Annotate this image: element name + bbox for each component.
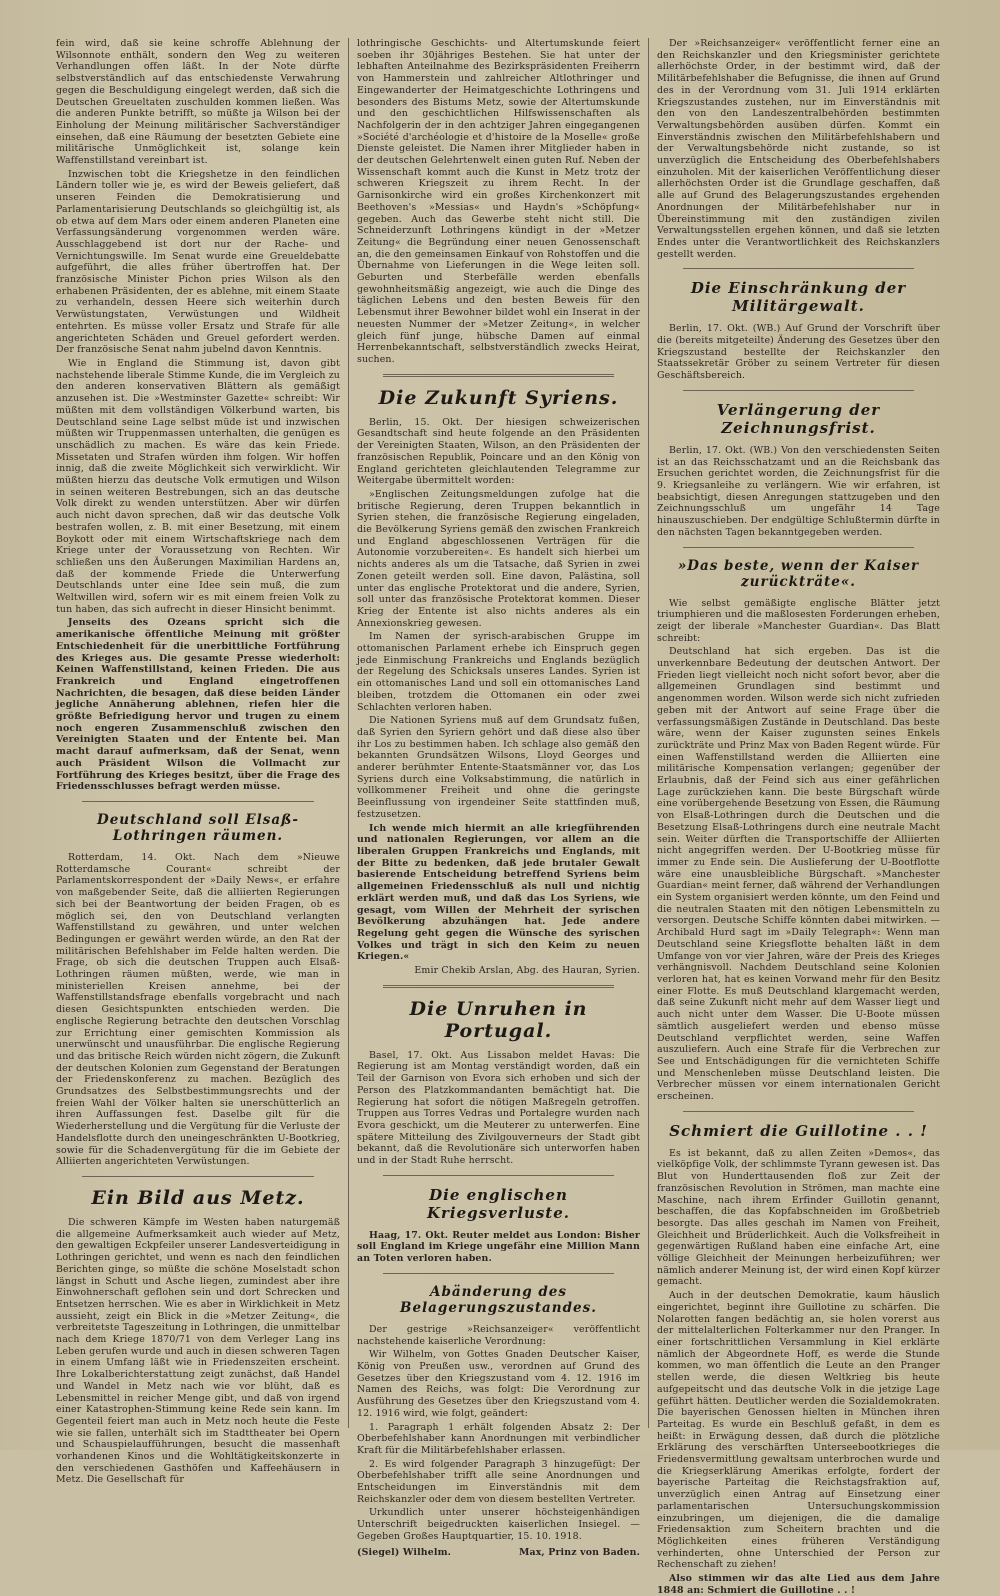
paragraph: Es ist bekannt, daß zu allen Zeiten »Demos«, das vielköpfige Volk, der schlimmste Tyrann gewesen ist. Das Blut von Hunderttausenden floß zur Zeit der französischen Revolution in Strömen, man machte eine Maschine, nach ihrem Erfinder Guillotin genannt, beschaffen, die das Kopfabschneiden im Großbetrieb besorgte. Das alles geschah im Namen von Freiheit, Gleichheit und Brüderlichkeit. Auch die Volksfreiheit in gegenwärtigen Rußland haben eine einfache Art, eine völlige Gleichheit der Meinungen herbeizuführen; wer nämlich anderer Meinung ist, der wird einen Kopf kürzer gemacht. bbox=[657, 1147, 940, 1288]
divider bbox=[383, 985, 614, 988]
paragraph: Also stimmen wir das alte Lied aus dem Jahre 1848 an: Schmiert die Guillotine . . ! bbox=[657, 1573, 940, 1596]
divider bbox=[683, 1111, 914, 1112]
article-headline: Ein Bild aus Metz. bbox=[91, 1186, 305, 1209]
paragraph: Die Nationen Syriens muß auf dem Grundsatz fußen, daß Syrien den Syriern gehört und daß diese also über ihr Los zu bestimmen haben. Ich schlage also gemäß den bekannten Grundsätzen Wilsons, Lloyd Georges und anderer berühmter Entente-Staatsmänner vor, das Los Syriens durch eine Volksabstimmung, die natürlich in vollkommener Freiheit und ohne die geringste Beeinflussung von irgendeiner Seite stattfinden muß, festzusetzen. bbox=[357, 715, 640, 820]
paragraph: Jenseits des Ozeans spricht sich die amerikanische öffentliche Meinung mit größter Entschiedenheit für die unerbittliche Fortführung des Krieges aus. Die gesamte Presse wiederholt: Keinen Waffenstillstand, keinen Frieden. Die aus Frankreich und England eingetroffenen Nachrichten, die besagen, daß diese beiden Länder jegliche Annäherung ablehnen, riefen hier die größte Befriedigung hervor und trugen zu einem noch engeren Zusammenschluß zwischen den Vereinigten Staaten und der Entente bei. Man macht darauf aufmerksam, daß der Senat, wenn auch Präsident Wilson die Vollmacht zur Fortführung des Krieges besitzt, über die Frage des Friedensschlusses befragt werden müsse. bbox=[56, 617, 340, 793]
paragraph: »Englischen Zeitungsmeldungen zufolge hat die britische Regierung, deren Truppen bekanntlich in Syrien stehen, die französische Regierung eingeladen, die Bevölkerung Syriens gemäß den zwischen Frankreich und England abgeschlossenen Verträgen für die Autonomie vorzubereiten«. Es handelt sich hierbei um nichts anderes als um die Tatsache, daß Syrien in zwei Zonen geteilt werden soll. Eine davon, Palästina, soll unter das englische Protektorat und die andere, Syrien, soll unter das französische Protektorat kommen. Dieser Krieg der Entente ist also nichts anderes als ein Annexionskrieg gewesen. bbox=[357, 488, 640, 629]
paragraph: Berlin, 17. Okt. (WB.) Auf Grund der Vorschrift über die (bereits mitgeteilte) Änderung des Gesetzes über den Kriegszustand bestellte der Reichskanzler den Staatssekretär Gröber zu seinem Vertreter für diesen Geschäftsbereich. bbox=[657, 323, 940, 382]
paragraph: Berlin, 15. Okt. Der hiesigen schweizerischen Gesandtschaft sind heute folgende an den Präsidenten der Vereinigten Staaten, Wilson, an den Präsidenten der französischen Republik, Poincare und an den König von England gerichteten gleichlautenden Telegramme zur Weitergabe übermittelt worden: bbox=[357, 416, 640, 487]
paragraph: Inzwischen tobt die Kriegshetze in den feindlichen Ländern toller wie je, es wird der Beweis geliefert, daß unseren Feinden die Demokratisierung und Parlamentarisierung Deutschlands so gleichgültig ist, als ob etwa auf dem Mars oder einem anderen Planeten eine Verfassungsänderung vorgenommen werden wäre. Ausschlaggebend ist dort nur der Rache- und Vernichtungswille. Im Senat wurde eine Greueldebatte aufgeführt, die alles früher übertroffen hat. Der französische Minister Pichon pries Wilson als den erhabenen Präsidenten, der es ablehne, mit einem Staate zu verhandeln, dessen Heere sich weiterhin durch Verwüstungstaten, Verwüstungen und Wildheit entehrten. Es müsse voller Ersatz und Strafe für alle angerichteten Schäden und Greuel gefordert werden. Der französische Senat nahm jubelnd davon Kenntnis. bbox=[56, 168, 340, 356]
paragraph: Der gestrige »Reichsanzeiger« veröffentlicht nachstehende kaiserliche Verordnung: bbox=[357, 1323, 640, 1347]
article-headline: Abänderung des Belagerungszustandes. bbox=[400, 1283, 597, 1316]
paragraph: Die schweren Kämpfe im Westen haben naturgemäß die allgemeine Aufmerksamkeit auch wieder auf Metz, den gewaltigen Eckpfeiler unserer Landesverteidigung in Lothringen gerichtet, und wenn es nach den feindlichen Berichten ginge, so müßte die schöne Moselstadt schon längst in Schutt und Asche liegen, zumindest aber ihre Einwohnerschaft geflohen sein und dort Schrecken und Entsetzen herrschen. Wie es aber in Wirklichkeit in Metz aussieht, zeigt ein Blick in die »Metzer Zeitung«, die verbreitetste Tageszeitung in Lothringen, die unmittelbar nach dem Kriege 1870/71 von dem Verleger Lang ins Leben gerufen wurde und auch in diesen schweren Tagen in einem Umfang läßt wie in Friedenszeiten erscheint. Ihre Lokalberichterstattung zeigt zunächst, daß Handel und Wandel in Metz nach wie vor blüht, daß es Lebensmittel in reicher Menge gibt, und daß von irgend einer Katastrophen-Stimmung keine Rede sein kann. Im Gegenteil feiert man auch in Metz noch heute die Feste wie sie fallen, unterhält sich im Stadttheater bei Opern und Schauspielaufführungen, besucht die massenhaft vorhandenen Kinos und die Wohltätigkeitskonzerte in den verschiedenen Gasthöfen und Kaffeehäusern in Metz. Die Gesellschaft für bbox=[56, 1216, 340, 1486]
divider bbox=[683, 268, 914, 269]
paragraph: 1. Paragraph 1 erhält folgenden Absatz 2: Der Oberbefehlshaber kann Anordnungen mit verbindlicher Kraft für die Militärbefehlshaber erlassen. bbox=[357, 1421, 640, 1456]
column-2 bbox=[348, 38, 648, 1558]
column-3 bbox=[648, 38, 948, 1596]
article-headline: Verlängerung der Zeichnungsfrist. bbox=[716, 400, 881, 437]
paragraph: fein wird, daß sie keine schroffe Ablehnung der Wilsonnote enthält, sondern den Weg zu weiteren Verhandlungen offen läßt. In der Note dürfte selbstverständlich auf das entschiedenste Verwahrung gegen die Beschuldigung eingelegt werden, daß sich die Deutschen Greueltaten zuschulden kommen ließen. Was die anderen Punkte betrifft, so müßte ja Wilson bei der Einholung der Meinung militärischer Sachverständiger einsehen, daß eine Räumung der besetzten Gebiete eine militärische Unmöglichkeit ist, solange kein Waffenstillstand vereinbart ist. bbox=[56, 38, 340, 167]
divider bbox=[82, 1176, 314, 1177]
paragraph: Rotterdam, 14. Okt. Nach dem »Nieuwe Rotterdamsche Courant« schreibt der Parlamentskorrespondent der »Daily News«, er erfahre von maßgebender Seite, daß die alliierten Regierungen sich bei der Beantwortung der beiden Fragen, ob es möglich sei, den von Deutschland verlangten Waffenstillstand zu gewähren, und unter welchen Bedingungen er gewährt werden würde, an den Rat der militärischen Befehlshaber im Felde halten werden. Die Frage, ob sich die deutschen Truppen auch Elsaß-Lothringen räumen müßten, werde, wie man in ministeriellen Kreisen annehme, bei der Waffenstillstandsfrage ebenfalls vorgebracht und nach diesen Gesichtspunkten entschieden werden. Die englische Regierung betrachte den deutschen Vorschlag zur Errichtung einer gemischten Kommission als unerwünscht und unausführbar. Die englische Regierung und das britische Reich würden nicht zögern, die Zukunft der deutschen Kolonien zum Gegenstand der Beratungen der Friedenskonferenz zu machen. Bezüglich des Grundsatzes des Selbstbestimmungsrechts und der freien Wahl der Völker halten sie unerschütterlich an ihren Auffassungen fest. Daselbe gilt für die Wiederherstellung und die Vergütung für die Verluste der Handelsflotte durch den uneingeschränkten U-Bootkrieg, sowie für die Schadenvergütung für die im Gebiete der Alliierten angerichteten Verwüstungen. bbox=[56, 852, 340, 1168]
divider bbox=[383, 1273, 614, 1274]
paragraph: Haag, 17. Okt. Reuter meldet aus London: Bisher soll England im Kriege ungefähr eine Million Mann an Toten verloren haben. bbox=[357, 1229, 640, 1265]
divider bbox=[383, 374, 614, 377]
signature-line bbox=[357, 1547, 640, 1559]
divider bbox=[82, 801, 314, 802]
paragraph: Wie in England die Stimmung ist, davon gibt nachstehende liberale Stimme Kunde, die im Vergleich zu den anderen konservativen Blättern als gemäßigt anzusehen ist. Die »Westminster Gazette« schreibt: Wir müßten mit dem vollständigen Völkerbund warten, bis Deutschland seine Lage selbst müde ist und inzwischen müßten wir Truppenmassen unterhalten, die genügen es unschädlich zu machen. Es wäre das kein Friede. Missetaten und Strafen würden ihm folgen. Wir hoffen innig, daß die zweite Möglichkeit sich verwirklicht. Wir müßten hierzu das deutsche Volk ermutigen und Wilson in seinen weiteren Bestrebungen, sich an das deutsche Volk direkt zu wenden unterstützen. Aber wir dürfen auch nicht davon sprechen, daß wir das deutsche Volk bestrafen wollen, z. B. mit einer Besetzung, mit einem Boykott oder mit einem Wirtschaftskriege nach dem Kriege unter der Voraussetzung von Rechten. Wir schließen uns den Äußerungen Maximilian Hardens an, daß der kommende Friede die Unterwerfung Deutschlands unter eine Idee sein muß, die zum Weltwillen wird, sofern wir es mit einem freien Volk zu tun haben, das sich aufrecht in dieser Hinsicht benimmt. bbox=[56, 357, 340, 615]
paragraph: Berlin, 17. Okt. (WB.) Von den verschiedensten Seiten ist an das Reichsschatzamt und an die Reichsbank das Ersuchen gerichtet worden, die Zeichnungsfrist für die 9. Kriegsanleihe zu verlängern. Wie wir erfahren, ist beabsichtigt, diesen Anregungen stattzugeben und den Zeichnungsschluß um ungefähr 14 Tage hinauszuschieben. Der endgültige Schlußtermin dürfte in den nächsten Tagen bekanntgegeben werden. bbox=[657, 444, 940, 538]
paragraph: Urkundlich unter unserer höchsteigenhändigen Unterschrift beigedruckten kaiserlichen Insiegel. — Gegeben Großes Hauptquartier, 15. 10. 1918. bbox=[357, 1507, 640, 1542]
paragraph: Wir Wilhelm, von Gottes Gnaden Deutscher Kaiser, König von Preußen usw., verordnen auf Grund des Gesetzes über den Kriegszustand vom 4. 12. 1916 im Namen des Reichs, was folgt: Die Verordnung zur Ausführung des Gesetzes über den Kriegszustand vom 4. 12. 1916 wird, wie folgt, geändert: bbox=[357, 1349, 640, 1419]
paragraph: Basel, 17. Okt. Aus Lissabon meldet Havas: Die Regierung ist am Montag verständigt worden, daß ein Teil der Garnison von Evora sich erhoben und sich der Person des Platzkommandanten bemächtigt hat. Die Regierung hat sofort die nötigen Maßregeln getroffen. Truppen aus Torres Vedras und Portalegre wurden nach Evora geschickt, um die Meuterer zu unterwerfen. Eine spätere Mitteilung des Zivilgouverneurs der Stadt gibt bekannt, daß die Revolutionäre sich unterworfen haben und in der Stadt Ruhe herrscht. bbox=[357, 1049, 640, 1167]
paragraph: lothringische Geschichts- und Altertumskunde feiert soeben ihr 30jähriges Bestehen. Sie hat unter der lebhaften Anteilnahme des Bezirkspräsidenten Freiherrn von Hammerstein und zahlreicher Altlothringer und Eingewanderter der Heimatgeschichte Lothringens und besonders des Bistums Metz, sowie der Altertumskunde und den geschichtlichen Hilfswissenschaften als Nachfolgerin der in den achtziger Jahren eingegangenen »Société d'archéologie et d'histoire de la Moselle« große Dienste geleistet. Die Namen ihrer Mitglieder haben in der deutschen Gelehrtenwelt einen guten Ruf. Neben der Wissenschaft kommt auch die Kunst in Metz trotz der schweren Kriegszeit zu ihrem Recht. In der Garnisonkirche wird ein großes Kirchenkonzert mit Beethoven's »Messias« und Haydn's »Schöpfung« gegeben. Auch das Gewerbe steht nicht still. Die Schneiderzunft Lothringens kündigt in der »Metzer Zeitung« die Begründung einer neuen Genossenschaft an, die den gemeinsamen Einkauf von Rohstoffen und die Übernahme von Lieferungen in die Wege leiten soll. Geburten und Sterbefälle werden ebenfalls gewohnheitsmäßig angezeigt, wie auch die Dinge des täglichen Lebens und den besten Beweis für den Lebensmut ihrer Bewohner bildet wohl ein Inserat in der neuesten Nummer der »Metzer Zeitung«, in welcher gleich fünf junge, hübsche Damen auf einmal Herrenbekanntschaft, selbstverständlich zwecks Heirat, suchen. bbox=[357, 38, 640, 365]
paragraph: Wie selbst gemäßigte englische Blätter jetzt triumphieren und die maßlosesten Forderungen erheben, zeigt der liberale »Manchester Guardian«. Das Blatt schreibt: bbox=[657, 597, 940, 644]
paragraph: Im Namen der syrisch-arabischen Gruppe im ottomanischen Parlament erhebe ich Einspruch gegen jede Einmischung Frankreichs und Englands bezüglich der Regelung des Schicksals unseres Landes. Syrien ist ein ottomanisches Land und soll ein ottomanisches Land bleiben, trotzdem die Ottomanen ein oder zwei Schlachten verloren haben. bbox=[357, 631, 640, 713]
paragraph: Deutschland hat sich ergeben. Das ist die unverkennbare Bedeutung der deutschen Antwort. Der Frieden liegt vielleicht noch nicht sofort bevor, aber die allgemeinen Grundlagen sind bestimmt und angenommen worden. Wilson werde sich nicht zufrieden geben mit der Antwort auf seine Frage über die verfassungsmäßigen Zustände in Deutschland. Das beste wäre, wenn der Kaiser zugunsten seines Enkels zurückträte und Prinz Max von Baden Regent würde. Für einen Waffenstillstand werden die Alliierten eine militärische Kompensation verlangen; gegenüber der Erlaubnis, daß der Feind sich aus einer gefährlichen Lage zurückziehen kann. Die beste Bürgschaft würde eine vorübergehende Besetzung von Essen, die Räumung von Elsaß-Lothringen durch die Deutschen und die Besetzung Elsaß-Lothringens durch eine neutrale Macht sein. Weiter dürften die Transportschiffe der Alliierten nicht angegriffen werden. Der U-Bootkrieg müsse für immer zu Ende sein. Die Auslieferung der U-Bootflotte wäre eine unausbleibliche Bürgschaft. »Manchester Guardian« meint ferner, daß während der Verhandlungen ein System organisiert werden könnte, um den Feind und die neutralen Staaten mit den nötigen Lebensmitteln zu versorgen. Deutsche Schiffe könnten dabei mitwirken. — Archibald Hurd sagt im »Daily Telegraph«: Wenn man Deutschland seine Kriegsflotte behalten läßt in dem Umfange von vor vier Jahren, wäre der Preis des Krieges verhängnisvoll. Nachdem Deutschland seine Kolonien verloren hat, hat es keinen Vorwand mehr für den Besitz einer Flotte. Es muß Deutschland klargemacht werden, daß seine Zukunft nicht mehr auf dem Wasser liegt und auch nicht unter dem Wasser. Die U-Boote müssen sämtlich ausgeliefert werden und ebenso müsse Deutschland verpflichtet werden, seine Waffen auszuliefern. Auch eine Strafe für die Verbrechen zur See und Entschädigungen für die vernichteten Schiffe und Menschenleben müsse Deutschland leisten. Die Verbrecher müssen vor einem internationalen Gericht erscheinen. bbox=[657, 646, 940, 1103]
signature: Emir Chekib Arslan, Abg. des Hauran, Syrien. bbox=[414, 965, 640, 977]
paragraph: Auch in der deutschen Demokratie, kaum häuslich eingerichtet, beginnt ihre Guillotine zu schärfen. Die Nolarotten fangen bedächtig an, sie holen vorerst aus der mittelalterlichen Folterkammer nur den Pranger. In einer fortschrittlichen Versammlung in Kiel erklärte nämlich der Abgeordnete Hoff, es werde die Stunde kommen, wo man öffentlich die Leute an den Pranger stellen werde, die diesen Weltkrieg bis heute aufgepeitscht und das deutsche Volk in die jetzige Lage geführt hätten. Deutlicher werden die Sozialdemokraten. Die bayerischen Genossen hielten in München ihren Parteitag. Es wurde ein Beschluß gefaßt, in dem es heißt: in Erwägung dessen, daß durch die plötzliche Erklärung des verschärften Unterseebootkrieges die Friedensvermittlung gewaltsam unterbrochen wurde und die Kriegserklärung Amerikas erfolgte, fordert der bayerische Parteitag die Reichstagsfraktion auf, unverzüglich einen Antrag auf Einsetzung einer parlamentarischen Untersuchungskommission einzubringen, um diejenigen, die die damalige Friedensaktion zum Scheitern brachten und die Möglichkeiten eines früheren Verständigung verhinderten, ohne Unterschied der Person zur Rechenschaft zu ziehen! bbox=[657, 1290, 940, 1571]
article-headline: Die Unruhen in Portugal. bbox=[409, 997, 588, 1042]
paragraph: Ich wende mich hiermit an alle kriegführenden und nationalen Regierungen, vor allem an die liberalen Gruppen Frankreichs und Englands, mit der Bitte zu bedenken, daß jede brutaler Gewalt basierende Entscheidung betreffend Syriens beim allgemeinen Friedensschluß als null und nichtig erklärt werden muß, und daß das Los Syriens, wie gesagt, vom Willen der Mehrheit der syrischen Bevölkerung abzuhängen hat. Jede andere Regelung geht gegen die Wünsche des syrischen Volkes und trägt in sich den Keim zu neuen Kriegen.« bbox=[357, 822, 640, 963]
article-headline: Die Einschränkung der Militärgewalt. bbox=[690, 279, 907, 316]
article-headline: Die Zukunft Syriens. bbox=[378, 386, 619, 409]
paragraph: Der »Reichsanzeiger« veröffentlicht ferner eine an den Reichskanzler und den Kriegsminister gerichtete allerhöchste Order, in der bestimmt wird, daß der Militärbefehlshaber die Befugnisse, die ihnen auf Grund des in der Verordnung vom 31. Juli 1914 erklärten Kriegszustandes zustehen, nur im Einverständnis mit den von den Landeszentralbehörden bestimmten Verwaltungsbehörden ausüben dürfen. Kommt ein Einverständnis zwischen den Militärbefehlshabern und der Verwaltungsbehörde nicht zustande, so ist unverzüglich die Entscheidung des Oberbefehlshabers einzuholen. Mit der kaiserlichen Veröffentlichung dieser allerhöchsten Order ist die Grundlage geschaffen, daß alle auf Grund des Belagerungszustandes ergehenden Anordnungen der Militärbefehlshaber nur in Übereinstimmung mit den zuständigen zivilen Verwaltungsstellen ergehen können, und daß sie letzten Endes unter die Verantwortlichkeit des Reichskanzlers gestellt werden. bbox=[657, 38, 940, 260]
article-headline: »Das beste, wenn der Kaiser zurückträte«. bbox=[677, 557, 920, 590]
divider bbox=[683, 547, 914, 548]
column-1 bbox=[48, 38, 348, 1486]
article-headline: Die englischen Kriegsverluste. bbox=[426, 1185, 571, 1222]
signature-right: Max, Prinz von Baden. bbox=[518, 1546, 640, 1558]
divider bbox=[383, 1175, 614, 1176]
divider bbox=[683, 390, 914, 391]
columns bbox=[48, 38, 970, 1596]
paragraph: 2. Es wird folgender Paragraph 3 hinzugefügt: Der Oberbefehlshaber trifft alle seine Anordnungen und Entscheidungen im Einverständnis mit dem Reichskanzler oder dem von diesem bestellten Vertreter. bbox=[357, 1458, 640, 1505]
signature-left: (Siegel) Wilhelm. bbox=[357, 1546, 452, 1558]
article-headline: Deutschland soll Elsaß-Lothringen räumen. bbox=[96, 812, 299, 844]
article-headline: Schmiert die Guillotine . . ! bbox=[669, 1121, 928, 1140]
